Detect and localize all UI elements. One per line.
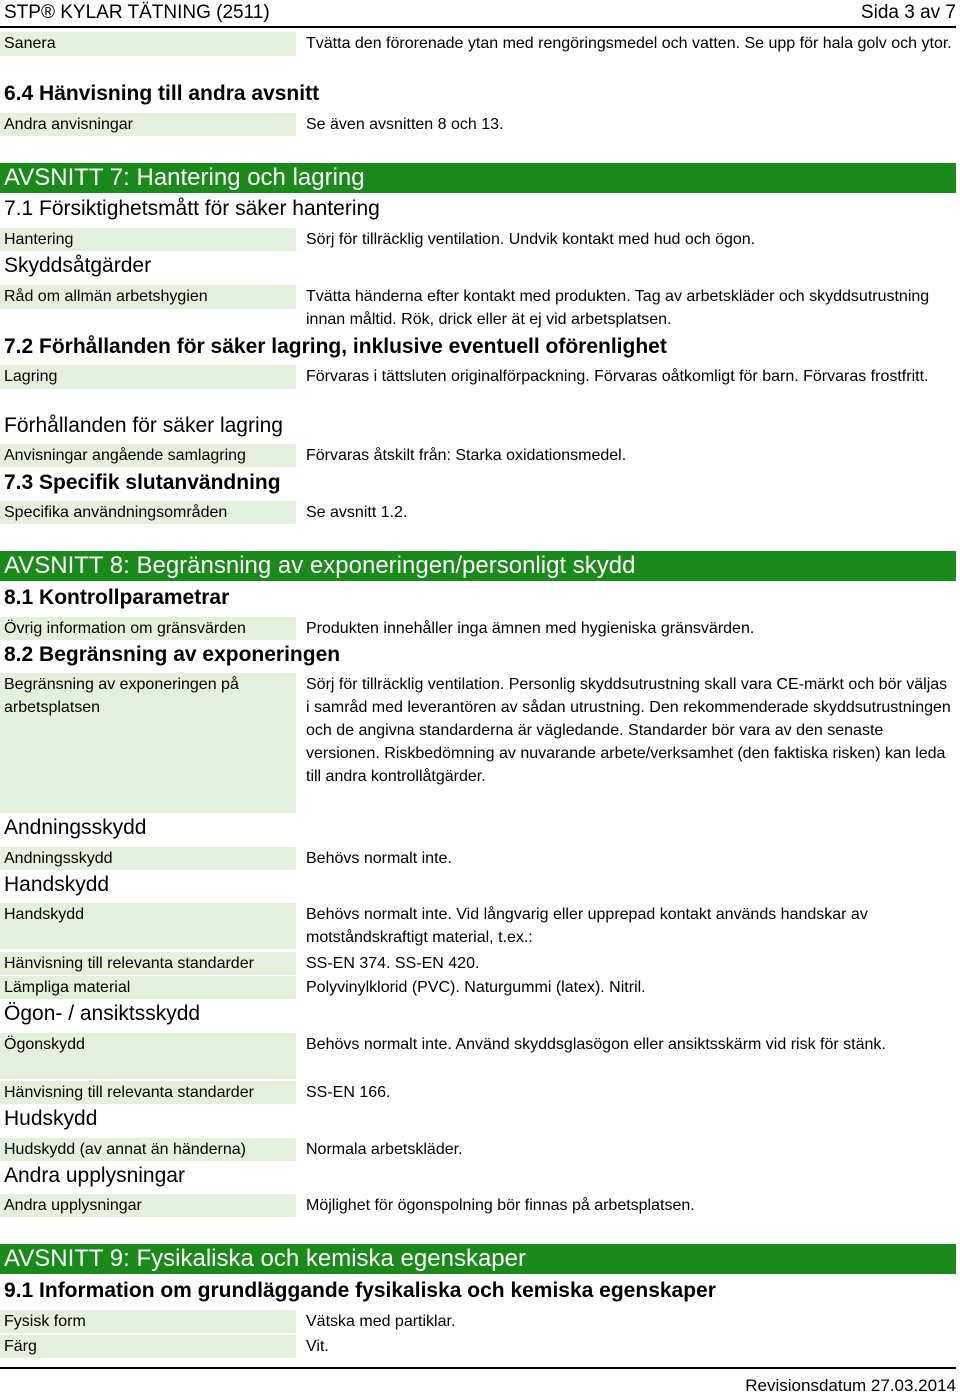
- label: Andra anvisningar: [0, 113, 296, 136]
- label: Begränsning av exponeringen på arbetsplatsen: [0, 673, 296, 813]
- heading-7-3: 7.3 Specifik slutanvändning: [4, 471, 281, 494]
- row-fysisk-form: [0, 1310, 956, 1334]
- row-handskydd: [0, 903, 956, 951]
- label: Andningsskydd: [0, 847, 296, 870]
- page-number: Sida 3 av 7: [860, 2, 956, 23]
- label: Fysisk form: [0, 1310, 296, 1333]
- section-9-banner: AVSNITT 9: Fysikaliska och kemiska egenskaper: [0, 1244, 956, 1274]
- value: Sörj för tillräcklig ventilation. Undvik kontakt med hud och ögon.: [302, 228, 952, 251]
- value: Behövs normalt inte.: [302, 847, 952, 870]
- subheading-handskydd: Handskydd: [4, 873, 110, 896]
- row-arbetshygien: [0, 285, 956, 333]
- row-hand-standard: [0, 952, 956, 976]
- value: Sörj för tillräcklig ventilation. Personlig skyddsutrustning skall vara CE-märkt och bör väljas i samråd med leverantören av sådan utrustning. Den rekommenderade skyddsutrustningen och de angivna standarderna är vägledande. Standarder bör vara av den senaste versionen. Riskbedömning av nuvarande arbete/verksamhet (den faktiska risken) kan leda till andra kontrollåtgärder.: [302, 673, 952, 813]
- value: Se avsnitt 1.2.: [302, 501, 952, 524]
- heading-9-1: 9.1 Information om grundläggande fysikaliska och kemiska egenskaper: [4, 1279, 716, 1302]
- label: Hänvisning till relevanta standarder: [0, 1081, 296, 1104]
- value: SS-EN 374. SS-EN 420.: [302, 952, 952, 975]
- value: Polyvinylklorid (PVC). Naturgummi (latex). Nitril.: [302, 976, 952, 999]
- value: Normala arbetskläder.: [302, 1138, 952, 1161]
- row-ogon-standard: [0, 1081, 956, 1105]
- subheading-forhallanden: Förhållanden för säker lagring: [4, 414, 283, 437]
- row-hantering: [0, 228, 956, 252]
- row-lagring: [0, 365, 956, 413]
- subheading-ogonskydd: Ögon- / ansiktsskydd: [4, 1002, 201, 1025]
- row-sanera: [0, 32, 956, 80]
- document-title: STP® KYLAR TÄTNING (2511): [4, 2, 270, 23]
- page-header: [0, 0, 956, 28]
- label: Färg: [0, 1335, 296, 1358]
- section-8-banner: AVSNITT 8: Begränsning av exponeringen/personligt skydd: [0, 551, 956, 581]
- value: Tvätta den förorenade ytan med rengöringsmedel och vatten. Se upp för hala golv och ytor.: [302, 32, 952, 80]
- heading-8-2: 8.2 Begränsning av exponeringen: [4, 643, 341, 666]
- heading-7-2: 7.2 Förhållanden för säker lagring, inklusive eventuell oförenlighet: [4, 335, 667, 358]
- value: Se även avsnitten 8 och 13.: [302, 113, 952, 136]
- row-andra-upplysningar: [0, 1194, 956, 1218]
- value: Vätska med partiklar.: [302, 1310, 952, 1333]
- value: Möjlighet för ögonspolning bör finnas på arbetsplatsen.: [302, 1194, 952, 1217]
- value: Behövs normalt inte. Använd skyddsglasögon eller ansiktsskärm vid risk för stänk.: [302, 1033, 952, 1081]
- label: Råd om allmän arbetshygien: [0, 285, 296, 309]
- value: Förvaras åtskilt från: Starka oxidationsmedel.: [302, 444, 952, 467]
- row-specifika: [0, 501, 956, 525]
- label: Handskydd: [0, 903, 296, 949]
- value: Behövs normalt inte. Vid långvarig eller upprepad kontakt används handskar av motståndskraftigt material, t.ex.:: [302, 903, 952, 951]
- value: Vit.: [302, 1335, 952, 1358]
- label: Andra upplysningar: [0, 1194, 296, 1217]
- heading-6-4: 6.4 Hänvisning till andra avsnitt: [4, 82, 320, 105]
- label: Hudskydd (av annat än händerna): [0, 1138, 296, 1161]
- label: Anvisningar angående samlagring: [0, 444, 296, 467]
- label: Hantering: [0, 228, 296, 251]
- row-hudskydd: [0, 1138, 956, 1162]
- row-ovrig: [0, 617, 956, 641]
- section-7-banner: AVSNITT 7: Hantering och lagring: [0, 163, 956, 193]
- row-begransning: [0, 673, 956, 813]
- subheading-andra-upplysningar: Andra upplysningar: [4, 1164, 185, 1187]
- label: Lagring: [0, 365, 296, 389]
- value: Tvätta händerna efter kontakt med produkten. Tag av arbetskläder och skyddsutrustning innan måltid. Rök, drick eller ät ej vid arbetsplatsen.: [302, 285, 952, 333]
- row-andningsskydd: [0, 847, 956, 871]
- value: Förvaras i tättsluten originalförpackning. Förvaras oåtkomligt för barn. Förvaras frostfritt.: [302, 365, 952, 413]
- heading-7-1: 7.1 Försiktighetsmått för säker hantering: [4, 197, 380, 220]
- row-ogonskydd: [0, 1033, 956, 1081]
- subheading-hudskydd: Hudskydd: [4, 1107, 98, 1130]
- row-andra-anvisningar: [0, 113, 956, 137]
- revision-date: Revisionsdatum 27.03.2014: [745, 1376, 956, 1395]
- value: SS-EN 166.: [302, 1081, 952, 1104]
- heading-8-1: 8.1 Kontrollparametrar: [4, 586, 230, 609]
- label: Hänvisning till relevanta standarder: [0, 952, 296, 975]
- subheading-andningsskydd: Andningsskydd: [4, 816, 147, 839]
- row-farg: [0, 1335, 956, 1359]
- label: Sanera: [0, 32, 296, 56]
- label: Ögonskydd: [0, 1033, 296, 1079]
- row-lampliga: [0, 976, 956, 1000]
- label: Övrig information om gränsvärden: [0, 617, 296, 640]
- subheading-skyddsatgarder: Skyddsåtgärder: [4, 254, 152, 277]
- row-samlagring: [0, 444, 956, 468]
- value: Produkten innehåller inga ämnen med hygieniska gränsvärden.: [302, 617, 952, 640]
- label: Specifika användningsområden: [0, 501, 296, 524]
- label: Lämpliga material: [0, 976, 296, 999]
- footer-divider: [0, 1367, 956, 1369]
